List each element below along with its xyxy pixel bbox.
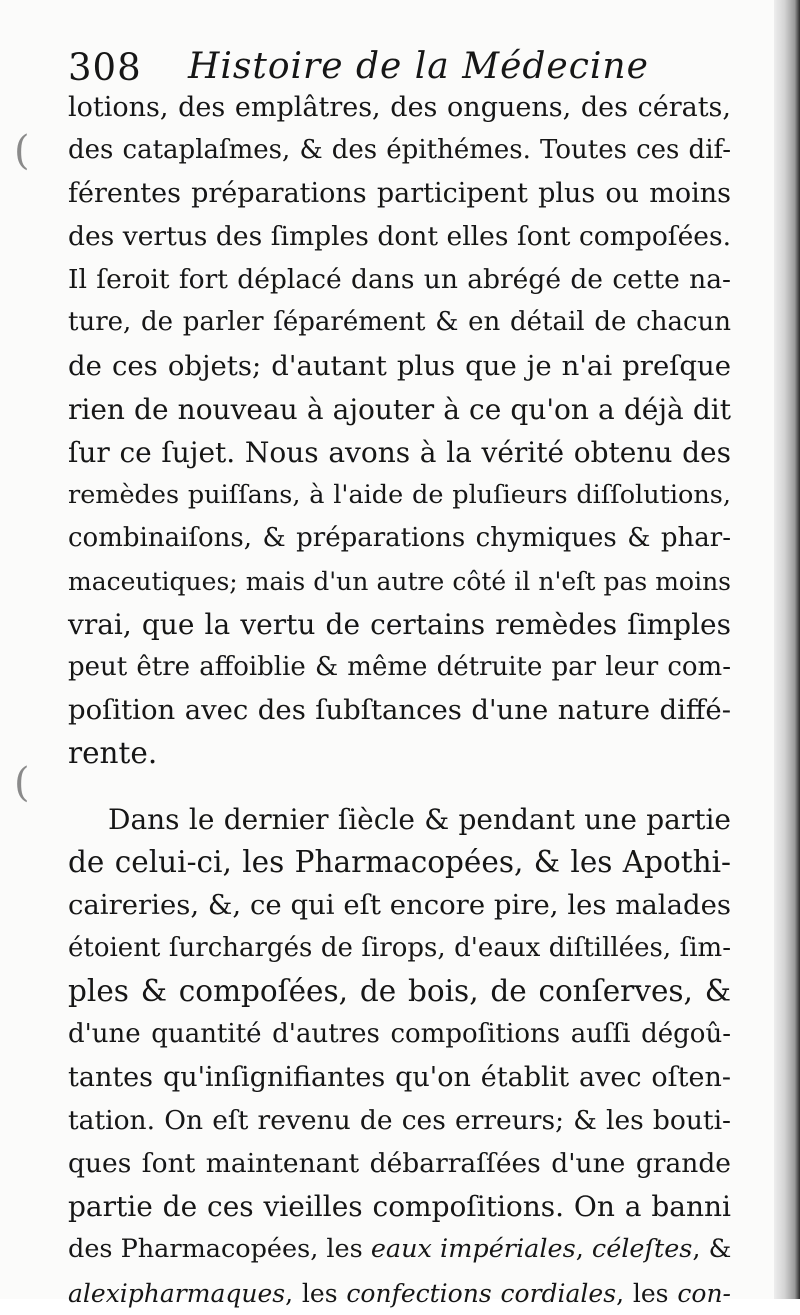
running-title: Histoire de la Médecine [188, 46, 649, 87]
bleed-through-mark: ( [14, 128, 30, 174]
text-line: vrai, que la vertu de certains remèdes ſimples [68, 608, 731, 642]
bleed-through-mark: ( [14, 760, 30, 806]
text-run: , les [285, 1278, 347, 1308]
text-line: combinaiſons, & préparations chymiques & phar- [68, 522, 731, 553]
text-line: remèdes puiſſans, à l'aide de pluſieurs diſſolutions, [68, 479, 731, 510]
text-line: Dans le dernier ſiècle & pendant une partie [108, 802, 731, 836]
text-line: partie de ces vieilles compoſitions. On a banni [68, 1190, 731, 1224]
page-number: 308 [68, 46, 142, 89]
page-edge-shadow [774, 0, 800, 1299]
text-line: ſur ce ſujet. Nous avons à la vérité obtenu des [68, 435, 731, 469]
text-line: ples & compoſées, de bois, de conſerves, & [68, 973, 731, 1008]
italic-run: confections cordiales [346, 1278, 617, 1308]
text-line: étoient ſurchargés de ſirops, d'eaux diſtillées, ſim- [68, 932, 731, 963]
text-line: caireries, &, ce qui eſt encore pire, les malades [68, 888, 731, 921]
italic-run: con- [677, 1278, 731, 1308]
text-line: tantes qu'inſignifiantes qu'on établit avec oſten- [68, 1062, 731, 1094]
text-run: des Pharmacopées, les [68, 1234, 371, 1265]
text-line: poſition avec des ſubſtances d'une nature diffé- [68, 694, 731, 727]
text-line: rente. [68, 736, 158, 771]
text-run: , & [692, 1234, 732, 1265]
text-line: ques ſont maintenant débarraſſées d'une grande [68, 1148, 731, 1180]
text-line: férentes préparations participent plus ou moins [68, 178, 731, 210]
text-line-mixed [68, 1272, 731, 1315]
text-line: rien de nouveau à ajouter à ce qu'on a déjà dit [68, 392, 731, 426]
text-run: , les [616, 1278, 678, 1308]
text-line: ture, de parler ſéparément & en détail de chacun [68, 307, 731, 338]
italic-run: eaux impériales [370, 1234, 576, 1265]
italic-run: alexipharmaques [68, 1278, 286, 1308]
text-line: de ces objets; d'autant plus que je n'ai preſque [68, 349, 731, 382]
text-line: Il ſeroit fort déplacé dans un abrégé de cette na- [68, 264, 731, 296]
italic-run: céleſtes [591, 1234, 693, 1265]
body-text [68, 86, 731, 1315]
text-line: des vertus des ſimples dont elles ſont compoſées. [68, 221, 731, 253]
text-line: peut être affoiblie & même détruite par leur com- [68, 652, 731, 683]
text-line: lotions, des emplâtres, des onguens, des cérats, [68, 92, 731, 123]
paragraph-gap [68, 776, 731, 798]
text-line: tation. On eſt revenu de ces erreurs; & les bouti- [68, 1105, 731, 1137]
text-line: de celui-ci, les Pharmacopées, & les Apothi- [68, 844, 731, 879]
text-run: , [575, 1234, 592, 1265]
text-line: d'une quantité d'autres compoſitions auſſi dégoû- [68, 1018, 731, 1049]
text-line: maceutiques; mais d'un autre côté il n'eſt pas moins [68, 567, 731, 597]
text-line: des cataplaſmes, & des épithémes. Toutes ces dif- [68, 135, 731, 166]
text-line-mixed [68, 1228, 731, 1271]
